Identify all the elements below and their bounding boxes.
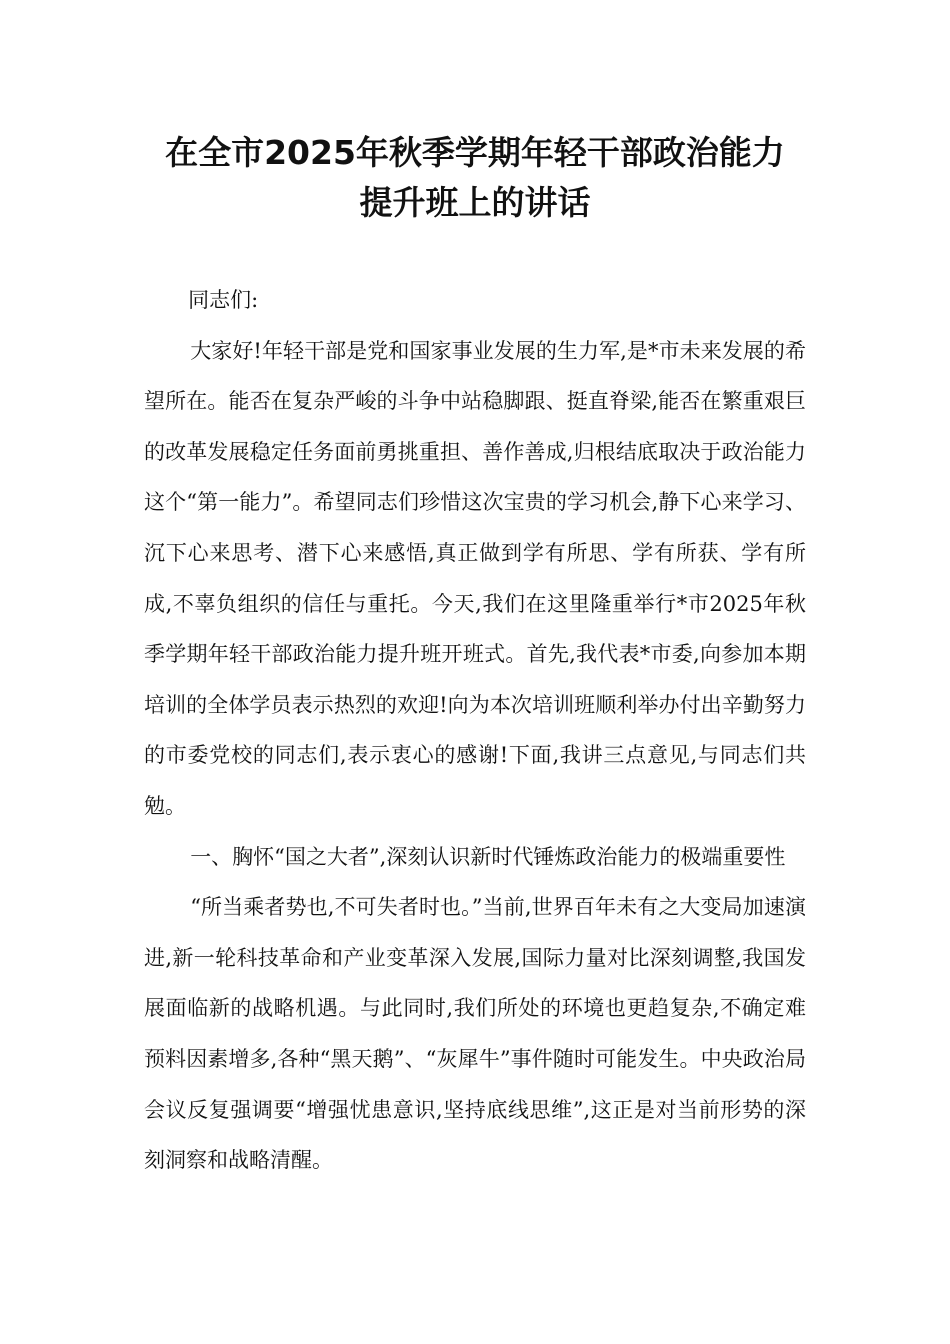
paragraph-opening: 大家好!年轻干部是党和国家事业发展的生力军,是*市未来发展的希望所在。能否在复杂严峻的斗争中站稳脚跟、挺直脊梁,能否在繁重艰巨的改革发展稳定任务面前勇挑重担、善作善成,归根结底取决于政治能力这个“第一能力”。希望同志们珍惜这次宝贵的学习机会,静下心来学习、沉下心来思考、潜下心来感悟,真正做到学有所思、学有所获、学有所成,不辜负组织的信任与重托。今天,我们在这里隆重举行*市2025年秋季学期年轻干部政治能力提升班开班式。首先,我代表*市委,向参加本期培训的全体学员表示热烈的欢迎!向为本次培训班顺利举办付出辛勤努力的市委党校的同志们,表示衷心的感谢!下面,我讲三点意见,与同志们共勉。 bbox=[144, 338, 806, 818]
section-heading-1: 一、胸怀“国之大者”,深刻认识新时代锤炼政治能力的极端重要性 bbox=[190, 844, 786, 869]
salutation: 同志们: bbox=[188, 288, 259, 312]
document-title bbox=[120, 128, 830, 228]
title-line-1: 在全市2025年秋季学期年轻干部政治能力 bbox=[165, 133, 785, 172]
document-body bbox=[144, 275, 806, 1186]
paragraph-section-1: “所当乘者势也,不可失者时也。”当前,世界百年未有之大变局加速演进,新一轮科技革命和产业变革深入发展,国际力量对比深刻调整,我国发展面临新的战略机遇。与此同时,我们所处的环境也更趋复杂,不确定难预料因素增多,各种“黑天鹅”、“灰犀牛”事件随时可能发生。中央政治局会议反复强调要“增强忧患意识,坚持底线思维”,这正是对当前形势的深刻洞察和战略清醒。 bbox=[144, 895, 806, 1173]
title-line-2: 提升班上的讲话 bbox=[359, 183, 591, 222]
